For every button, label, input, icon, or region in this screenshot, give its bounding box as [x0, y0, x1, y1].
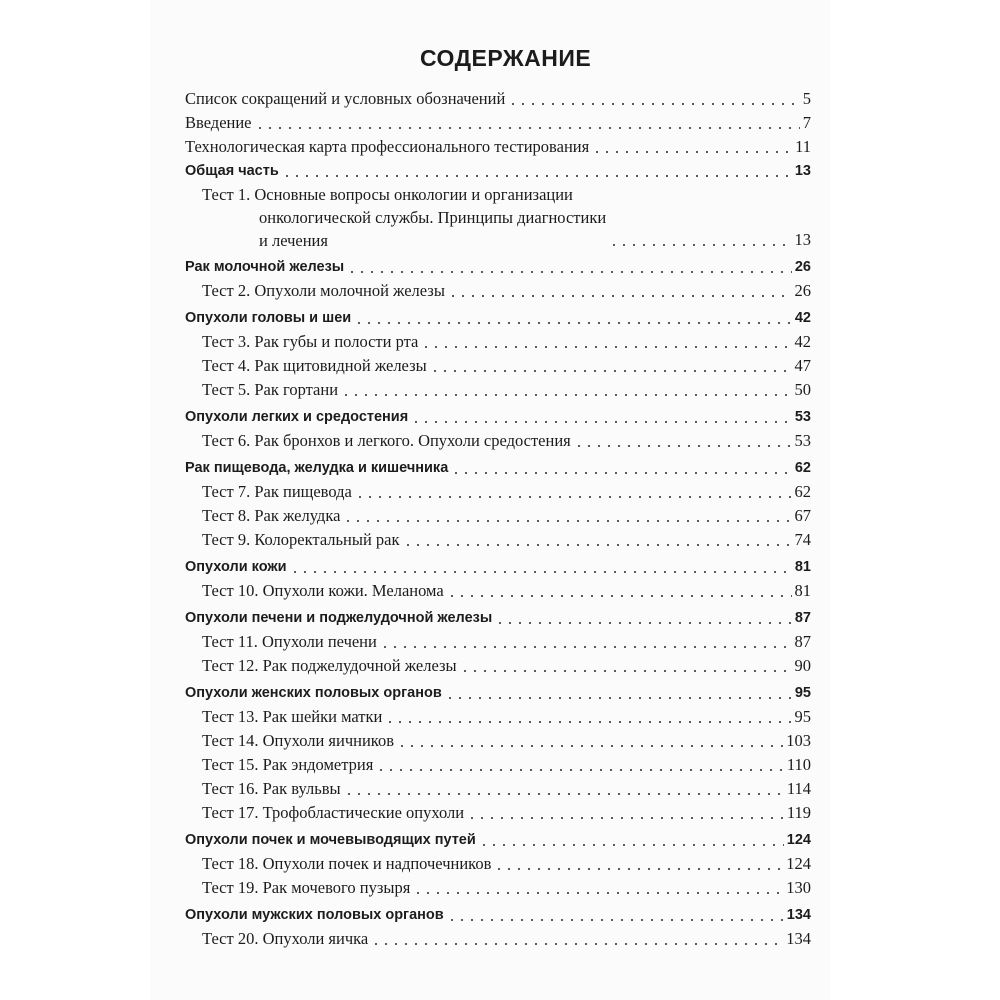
toc-entry-title: Рак пищевода, желудка и кишечника	[185, 460, 449, 476]
dot-leader	[445, 697, 792, 699]
toc-page-number: 53	[794, 431, 811, 450]
toc-section-row	[185, 606, 811, 630]
toc-row	[185, 354, 811, 378]
toc-row	[185, 111, 811, 135]
dot-leader	[397, 745, 783, 747]
toc-page-number: 5	[802, 89, 811, 108]
toc-page-number: 81	[794, 559, 811, 575]
toc-page-number: 134	[786, 929, 811, 948]
toc-row	[185, 279, 811, 303]
toc-entry-title: Опухоли легких и средостения	[185, 409, 409, 425]
dot-leader	[282, 175, 792, 177]
dot-leader	[421, 346, 791, 348]
dot-leader	[355, 496, 792, 498]
toc-page-number: 53	[794, 409, 811, 425]
dot-leader	[344, 793, 784, 795]
dot-leader	[380, 646, 792, 648]
toc-entry-title: Тест 10. Опухоли кожи. Меланома	[202, 581, 444, 600]
dot-leader	[403, 544, 792, 546]
dot-leader	[494, 868, 783, 870]
toc-page-number: 114	[786, 779, 811, 798]
toc-page-number: 81	[794, 581, 811, 600]
toc-row	[185, 876, 811, 900]
toc-row	[185, 753, 811, 777]
toc-section-row	[185, 555, 811, 579]
dot-leader	[343, 520, 791, 522]
toc-row	[185, 927, 811, 951]
dot-leader	[451, 472, 792, 474]
toc-entry-title: Тест 13. Рак шейки матки	[202, 707, 383, 726]
toc-entry-title: Список сокращений и условных обозначений	[185, 89, 506, 108]
toc-page-number: 119	[786, 803, 811, 822]
toc-row	[185, 87, 811, 111]
toc-row	[185, 852, 811, 876]
toc-entry-title: Тест 12. Рак поджелудочной железы	[202, 656, 457, 675]
dot-leader	[385, 721, 791, 723]
toc-row	[185, 378, 811, 402]
toc-page-number: 103	[786, 731, 811, 750]
toc-entry-line: онкологической службы. Принципы диагностики	[259, 208, 607, 227]
toc-page-number: 87	[794, 610, 811, 626]
toc-row	[185, 579, 811, 603]
toc-section-row	[185, 681, 811, 705]
dot-leader	[448, 295, 792, 297]
dot-leader	[460, 670, 792, 672]
toc-row	[185, 654, 811, 678]
toc-entry-title	[202, 183, 606, 252]
toc-entry-title: Общая часть	[185, 163, 279, 179]
toc-page-number: 67	[794, 506, 811, 525]
toc-row	[185, 135, 811, 159]
toc-row	[185, 528, 811, 552]
toc-page-number: 90	[794, 656, 811, 675]
dot-leader	[495, 622, 792, 624]
toc-row	[185, 480, 811, 504]
toc-page-number: 62	[794, 482, 811, 501]
page-title: СОДЕРЖАНИЕ	[420, 45, 592, 71]
toc-entry-title: Тест 18. Опухоли почек и надпочечников	[202, 854, 492, 873]
toc-page-number: 87	[794, 632, 811, 651]
dot-leader	[430, 370, 792, 372]
toc-entry-title: Опухоли печени и поджелудочной железы	[185, 610, 493, 626]
toc-page-number: 7	[802, 113, 811, 132]
toc-section-row	[185, 456, 811, 480]
toc-row	[185, 330, 811, 354]
toc-row	[185, 801, 811, 825]
toc-page-number: 47	[794, 356, 811, 375]
dot-leader	[347, 271, 792, 273]
toc-page-number: 42	[794, 332, 811, 351]
toc-entry-title: Опухоли женских половых органов	[185, 685, 442, 701]
toc-entry-title: Опухоли кожи	[185, 559, 287, 575]
toc-row	[185, 183, 811, 252]
toc-page-number: 26	[794, 259, 811, 275]
dot-leader	[609, 244, 791, 246]
toc-entry-title: Тест 5. Рак гортани	[202, 380, 339, 399]
dot-leader	[354, 322, 792, 324]
toc-page-number: 110	[786, 755, 811, 774]
toc-page-number: 124	[786, 832, 811, 848]
toc-entry-title: Тест 16. Рак вульвы	[202, 779, 341, 798]
toc-entry-title: Опухоли головы и шеи	[185, 310, 352, 326]
toc-section-row	[185, 306, 811, 330]
toc-page-number: 124	[786, 854, 811, 873]
table-of-contents	[185, 87, 811, 951]
toc-entry-title: Тест 6. Рак бронхов и легкого. Опухоли средостения	[202, 431, 571, 450]
dot-leader	[341, 394, 791, 396]
toc-page-number: 13	[794, 163, 811, 179]
toc-page-number: 74	[794, 530, 811, 549]
toc-page-number: 50	[794, 380, 811, 399]
toc-page-number: 95	[794, 707, 811, 726]
dot-leader	[447, 919, 784, 921]
toc-page-number: 134	[786, 907, 811, 923]
toc-page-number: 42	[794, 310, 811, 326]
toc-section-row	[185, 405, 811, 429]
toc-entry-title: Тест 3. Рак губы и полости рта	[202, 332, 419, 351]
toc-page-number: 13	[794, 230, 811, 249]
toc-section-row	[185, 159, 811, 183]
dot-leader	[592, 151, 792, 153]
toc-row	[185, 777, 811, 801]
toc-row	[185, 705, 811, 729]
toc-entry-title: Тест 11. Опухоли печени	[202, 632, 377, 651]
toc-entry-title: Тест 7. Рак пищевода	[202, 482, 352, 501]
toc-row	[185, 729, 811, 753]
toc-entry-title: Тест 4. Рак щитовидной железы	[202, 356, 427, 375]
toc-entry-line: Тест 1. Основные вопросы онкологии и организации	[202, 185, 573, 204]
dot-leader	[479, 844, 784, 846]
dot-leader	[508, 103, 799, 105]
toc-entry-title: Тест 17. Трофобластические опухоли	[202, 803, 465, 822]
dot-leader	[447, 595, 792, 597]
toc-entry-title: Тест 9. Колоректальный рак	[202, 530, 400, 549]
toc-section-row	[185, 903, 811, 927]
toc-section-row	[185, 828, 811, 852]
toc-page-number: 11	[795, 137, 811, 156]
toc-page-number: 130	[786, 878, 811, 897]
toc-row	[185, 429, 811, 453]
toc-page-number: 95	[794, 685, 811, 701]
toc-entry-line: и лечения	[259, 231, 328, 250]
toc-entry-title: Технологическая карта профессионального тестирования	[185, 137, 590, 156]
dot-leader	[413, 892, 783, 894]
toc-entry-title: Рак молочной железы	[185, 259, 345, 275]
dot-leader	[376, 769, 784, 771]
toc-entry-title: Тест 14. Опухоли яичников	[202, 731, 395, 750]
dot-leader	[574, 445, 792, 447]
dot-leader	[290, 571, 792, 573]
toc-entry-title: Тест 19. Рак мочевого пузыря	[202, 878, 411, 897]
toc-entry-title: Введение	[185, 113, 252, 132]
toc-entry-title: Опухоли почек и мочевыводящих путей	[185, 832, 476, 848]
toc-entry-title: Тест 20. Опухоли яичка	[202, 929, 369, 948]
dot-leader	[255, 127, 800, 129]
dot-leader	[371, 943, 783, 945]
toc-entry-title: Тест 8. Рак желудка	[202, 506, 341, 525]
toc-row	[185, 504, 811, 528]
dot-leader	[467, 817, 784, 819]
toc-entry-title: Тест 15. Рак эндометрия	[202, 755, 374, 774]
toc-page-number: 26	[794, 281, 811, 300]
toc-page-number: 62	[794, 460, 811, 476]
toc-entry-title: Опухоли мужских половых органов	[185, 907, 444, 923]
dot-leader	[411, 421, 792, 423]
toc-row	[185, 630, 811, 654]
toc-section-row	[185, 255, 811, 279]
toc-entry-title: Тест 2. Опухоли молочной железы	[202, 281, 445, 300]
